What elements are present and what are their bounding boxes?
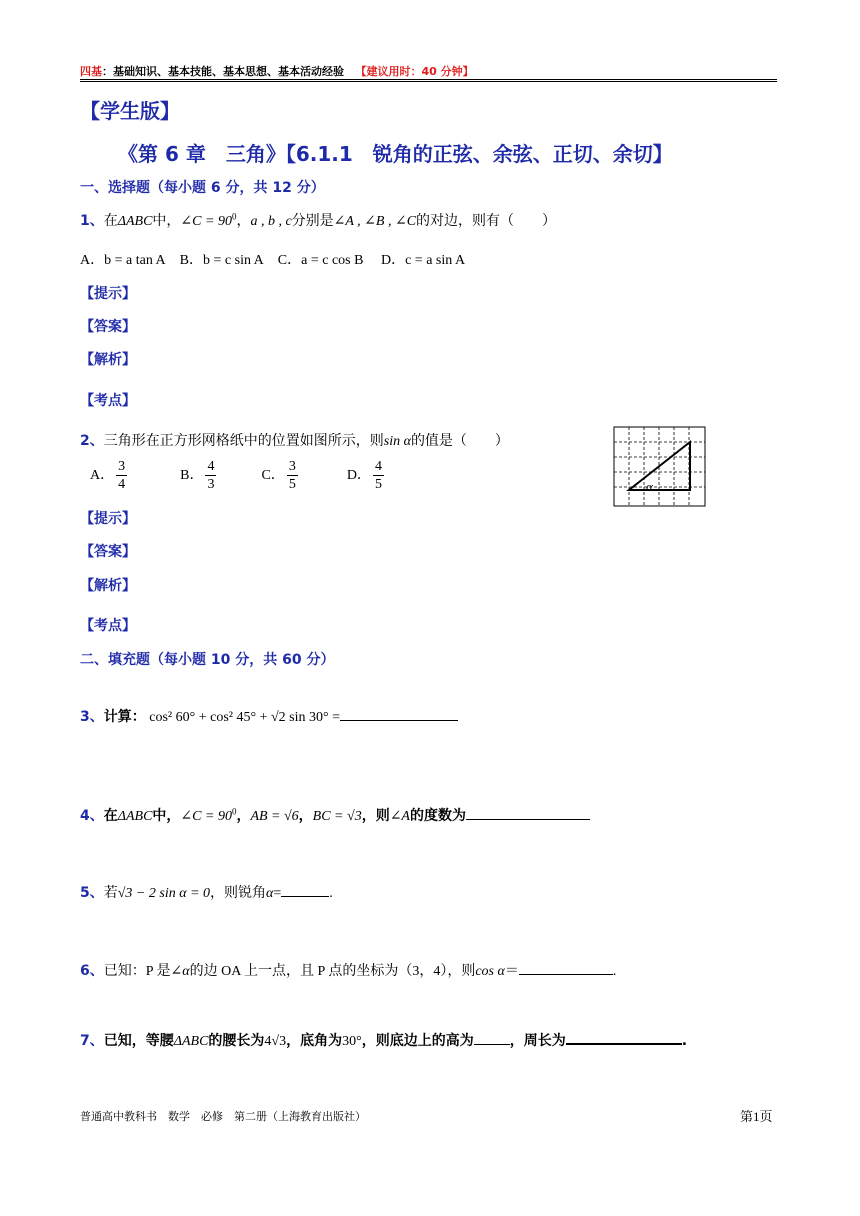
question-5 — [80, 882, 333, 902]
q1-triangle: ΔABC — [117, 214, 153, 229]
header-rule — [80, 79, 777, 80]
question-number: 5、 — [80, 885, 104, 901]
q5-equation: √3 − 2 sin α = 0 — [117, 886, 211, 901]
q2-answer-label: 【答案】 — [80, 544, 136, 560]
question-number: 6、 — [80, 963, 104, 979]
q1-option-b: B．b = c sin A — [179, 253, 264, 268]
q7-angle: 30° — [342, 1034, 362, 1049]
q4-text-2: 中， — [152, 808, 181, 824]
q2-letter-d: D． — [346, 467, 371, 483]
question-number: 3、 — [80, 709, 104, 725]
q6-period: . — [612, 964, 617, 979]
q4-text: 在 — [103, 808, 118, 824]
edition-label: 【学生版】 — [80, 99, 180, 123]
q2-letter-a: A． — [90, 467, 115, 483]
q7-height-blank[interactable] — [474, 1044, 510, 1045]
q6-answer-blank[interactable] — [519, 974, 613, 975]
question-3 — [80, 706, 458, 726]
q7-length: 4√3 — [264, 1034, 287, 1049]
header-text: ：基础知识、基本技能、基本思想、基本活动经验 — [102, 65, 344, 78]
q2-letter-c: C． — [261, 467, 285, 483]
q7-text-5: ，周长为 — [509, 1033, 566, 1049]
numerator: 4 — [374, 459, 382, 474]
denominator: 3 — [207, 477, 215, 492]
q2-expr: sin α — [383, 434, 411, 449]
q2-text: 三角形在正方形网格纸中的位置如图所示，则 — [103, 434, 384, 449]
page-header — [80, 63, 474, 79]
q2-analysis-label: 【解析】 — [80, 578, 136, 594]
q5-equals: = — [273, 886, 282, 901]
page-title: 《第 6 章 三角》【6.1.1 锐角的正弦、余弦、正切、余切】 — [118, 142, 673, 166]
q5-text: 若 — [103, 886, 118, 901]
question-number: 7、 — [80, 1033, 104, 1049]
section-fill-heading: 二、填充题（每小题 10 分，共 60 分） — [80, 652, 335, 668]
q4-comma-2: ， — [298, 808, 313, 824]
q6-equals: ＝ — [504, 964, 519, 979]
q5-period: . — [329, 886, 333, 901]
numerator: 3 — [288, 459, 296, 474]
q2-fraction-a — [116, 458, 127, 493]
q2-fraction-d — [373, 458, 384, 493]
q7-period: . — [681, 1033, 688, 1049]
q1-comma: ， — [236, 214, 251, 229]
q4-ab: AB = √6 — [250, 809, 299, 824]
q1-options — [80, 249, 465, 269]
q2-text-end: 的值是（ ） — [410, 434, 509, 449]
footer-source: 普通高中教科书 数学 必修 第二册（上海教育出版社） — [80, 1110, 366, 1123]
q2-option-b — [180, 459, 218, 492]
q4-comma: ， — [236, 808, 251, 824]
q4-text-4: 的度数为 — [410, 808, 466, 824]
q7-text-2: 的腰长为 — [208, 1033, 265, 1049]
q2-point-label: 【考点】 — [80, 618, 136, 634]
question-4 — [80, 805, 590, 825]
q6-text-2: 的边 OA 上一点，且 P 点的坐标为（3，4），则 — [189, 964, 476, 979]
header-rule-2 — [80, 81, 777, 82]
numerator: 4 — [207, 459, 215, 474]
q1-text: 在 — [103, 214, 118, 229]
q4-answer-blank[interactable] — [466, 819, 590, 820]
page-number: 第1页 — [740, 1109, 773, 1124]
q2-option-d — [346, 459, 386, 492]
q2-hint-label: 【提示】 — [80, 511, 136, 527]
q2-option-c — [261, 459, 299, 492]
q5-alpha: α — [266, 886, 274, 901]
question-number: 1、 — [80, 213, 104, 229]
q4-triangle: ΔABC — [117, 809, 153, 824]
q3-label: 计算： — [103, 709, 146, 725]
q3-expression: cos² 60° + cos² 45° + √2 sin 30° = — [149, 710, 340, 725]
section-choice-heading: 一、选择题（每小题 6 分，共 12 分） — [80, 180, 325, 196]
q1-angles: ∠A , ∠B , ∠C — [333, 214, 417, 229]
question-7 — [80, 1030, 687, 1050]
q5-text-2: ，则锐角 — [210, 886, 267, 901]
q1-option-c: C．a = c cos B — [277, 253, 364, 268]
q2-letter-b: B． — [180, 467, 204, 483]
q6-alpha: α — [182, 964, 190, 979]
q1-text-2: 中， — [152, 214, 181, 229]
q7-text-4: ，则底边上的高为 — [361, 1033, 474, 1049]
q1-option-d: D．c = a sin A — [380, 253, 466, 268]
q1-sides: a , b , c — [250, 214, 292, 229]
q2-option-a — [90, 459, 129, 492]
q1-text-4: 的对边，则有（ ） — [416, 214, 557, 229]
numerator: 3 — [118, 459, 126, 474]
q1-option-a: A．b = a tan A — [80, 253, 166, 268]
triangle-shape — [629, 442, 690, 490]
q1-text-3: 分别是 — [291, 214, 334, 229]
q3-answer-blank[interactable] — [340, 720, 458, 721]
q1-analysis-label: 【解析】 — [80, 352, 136, 368]
q4-bc: BC = √3 — [312, 809, 362, 824]
q1-point-label: 【考点】 — [80, 393, 136, 409]
q7-text: 已知，等腰 — [103, 1033, 174, 1049]
grid-triangle-figure — [613, 426, 706, 507]
q5-answer-blank[interactable] — [281, 896, 329, 897]
q7-text-3: ，底角为 — [286, 1033, 343, 1049]
denominator: 5 — [288, 477, 296, 492]
q1-sup: 0 — [231, 211, 237, 222]
denominator: 4 — [118, 477, 126, 492]
q6-text: 已知：P 是∠ — [103, 964, 183, 979]
header-time: 【建议用时：40 分钟】 — [355, 65, 474, 78]
question-1 — [80, 210, 556, 230]
header-prefix: 四基 — [80, 65, 102, 78]
denominator: 5 — [374, 477, 382, 492]
question-2 — [80, 430, 509, 450]
q1-answer-label: 【答案】 — [80, 319, 136, 335]
q2-options — [90, 458, 386, 493]
q2-fraction-c — [287, 458, 298, 493]
q6-cos: cos α — [475, 964, 505, 979]
question-number: 2、 — [80, 433, 104, 449]
q1-angle: ∠C = 90 — [180, 214, 232, 229]
q4-angle: ∠C = 90 — [180, 809, 232, 824]
alpha-label: α — [646, 479, 653, 494]
q4-angle-a: ∠A — [389, 809, 410, 824]
q4-sup: 0 — [231, 806, 237, 817]
q7-triangle: ΔABC — [173, 1034, 209, 1049]
q2-fraction-b — [205, 458, 216, 493]
question-number: 4、 — [80, 808, 104, 824]
q1-hint-label: 【提示】 — [80, 286, 136, 302]
q7-perimeter-blank[interactable] — [566, 1043, 682, 1045]
q4-text-3: ，则 — [361, 808, 390, 824]
question-6 — [80, 960, 616, 980]
